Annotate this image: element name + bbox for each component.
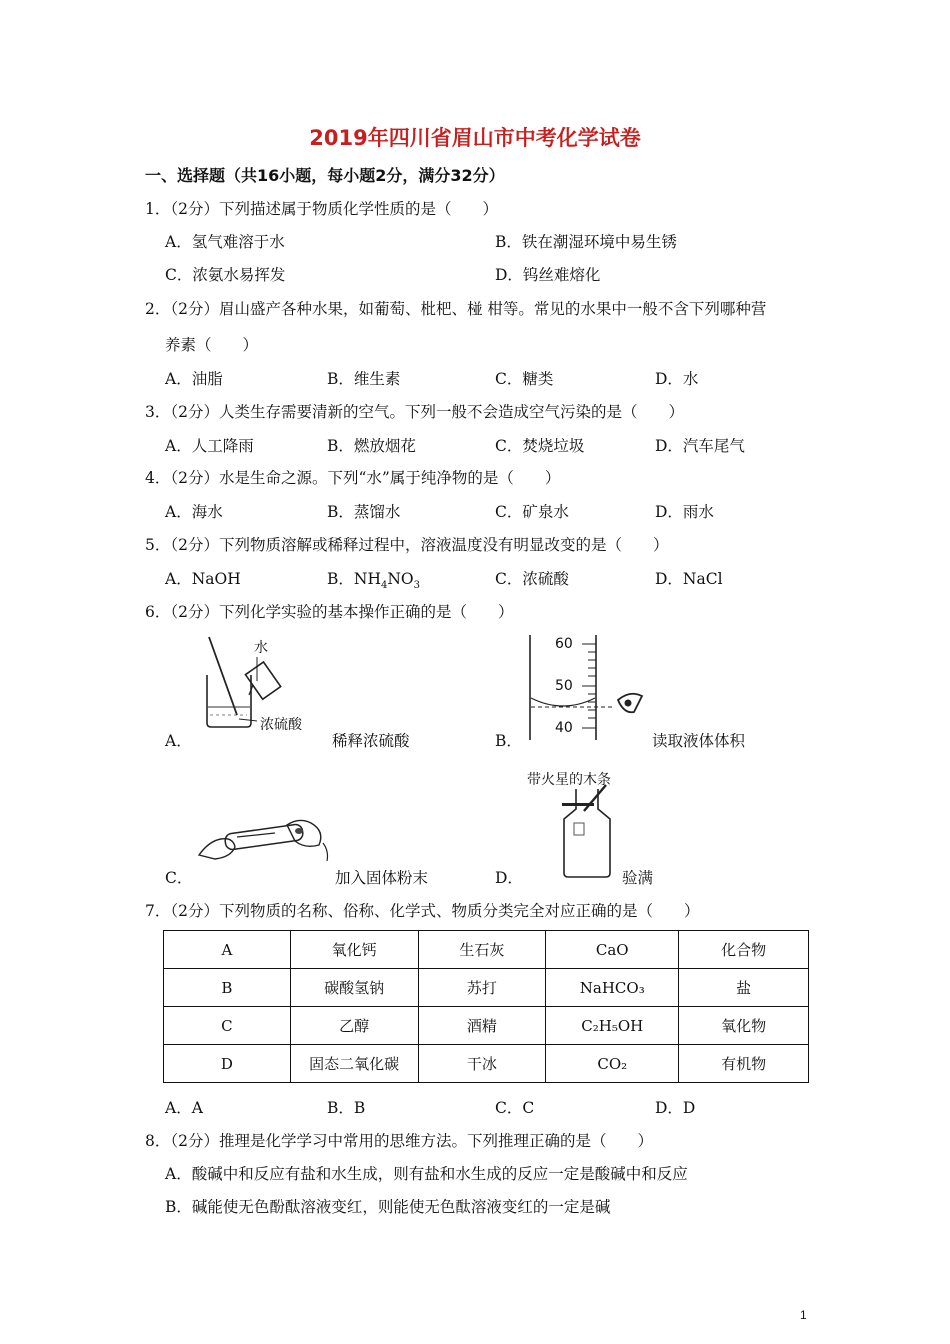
table-cell: 苏打 [418, 969, 546, 1007]
question-2-stem-cont: 养素（ ） [165, 336, 259, 354]
q1-option-a: A．氢气难溶于水 [165, 233, 285, 251]
q6-option-a-text: 稀释浓硫酸 [332, 732, 410, 750]
question-3-stem: 3．（2分）人类生存需要清新的空气。下列一般不会造成空气污染的是（ ） [145, 403, 684, 421]
q4-option-b: B．蒸馏水 [327, 503, 401, 521]
table-cell: 乙醇 [290, 1007, 418, 1045]
table-cell: C [164, 1007, 291, 1045]
table-cell: 生石灰 [418, 931, 546, 969]
question-5-stem: 5．（2分）下列物质溶解或稀释过程中，溶液温度没有明显改变的是（ ） [145, 536, 669, 554]
table-cell: 干冰 [418, 1045, 546, 1083]
table-cell: 酒精 [418, 1007, 546, 1045]
q2-option-c: C．糖类 [495, 370, 554, 388]
q8-option-a: A．酸碱中和反应有盐和水生成，则有盐和水生成的反应一定是酸碱中和反应 [165, 1165, 688, 1183]
water-label: 水 [254, 640, 268, 656]
q3-option-d: D．汽车尾气 [655, 437, 745, 455]
powder-figure [195, 815, 330, 865]
q5-option-c: C．浓硫酸 [495, 570, 569, 588]
q5-option-a: A．NaOH [165, 570, 241, 588]
q4-option-a: A．海水 [165, 503, 223, 521]
q7-table [163, 930, 809, 1083]
table-cell: CaO [546, 931, 679, 969]
q2-option-a: A．油脂 [165, 370, 223, 388]
table-cell: 氧化钙 [290, 931, 418, 969]
table-cell: 氧化物 [679, 1007, 809, 1045]
tick-40: 40 [555, 720, 573, 736]
table-row [164, 931, 809, 969]
table-row [164, 1007, 809, 1045]
q7-option-b: B．B [327, 1099, 366, 1117]
section-heading: 一、选择题（共16小题，每小题2分，满分32分） [145, 166, 505, 185]
table-cell: B [164, 969, 291, 1007]
paper-title: 2019年四川省眉山市中考化学试卷 [309, 126, 641, 150]
q4-option-d: D．雨水 [655, 503, 714, 521]
q3-option-b: B．燃放烟花 [327, 437, 416, 455]
tick-50: 50 [555, 678, 573, 694]
table-cell: CO₂ [546, 1045, 679, 1083]
q1-option-c: C．浓氨水易挥发 [165, 266, 286, 284]
q6-option-d-text: 验满 [622, 869, 654, 887]
table-cell: NaHCO₃ [546, 969, 679, 1007]
q2-option-d: D．水 [655, 370, 699, 388]
cylinder-reading-figure [520, 630, 650, 745]
question-8-stem: 8．（2分）推理是化学学习中常用的思维方法。下列推理正确的是（ ） [145, 1132, 653, 1150]
table-cell: A [164, 931, 291, 969]
q6-option-d-letter: D． [495, 869, 523, 887]
acid-label: 浓硫酸 [260, 717, 302, 733]
splint-label: 带火星的木条 [527, 772, 611, 788]
q7-option-c: C．C [495, 1099, 535, 1117]
q6-option-b-text: 读取液体体积 [652, 732, 746, 750]
table-row [164, 1045, 809, 1083]
q1-option-d: D．钨丝难熔化 [495, 266, 601, 284]
q2-option-b: B．维生素 [327, 370, 401, 388]
question-7-stem: 7．（2分）下列物质的名称、俗称、化学式、物质分类完全对应正确的是（ ） [145, 902, 700, 920]
page-number: 1 [800, 1308, 807, 1322]
table-row [164, 969, 809, 1007]
q5-option-d: D．NaCl [655, 570, 723, 588]
q6-option-c-text: 加入固体粉末 [335, 869, 429, 887]
question-1-stem: 1．（2分）下列描述属于物质化学性质的是（ ） [145, 200, 498, 218]
q6-option-c-letter: C． [165, 869, 193, 887]
table-cell: 有机物 [679, 1045, 809, 1083]
q1-option-b: B．铁在潮湿环境中易生锈 [495, 233, 677, 251]
q7-option-d: D．D [655, 1099, 696, 1117]
table-cell: C₂H₅OH [546, 1007, 679, 1045]
gas-jar-figure [558, 785, 618, 880]
q5-option-b: B．$NH_4NO_3$ [327, 570, 421, 592]
table-cell: 碳酸氢钠 [290, 969, 418, 1007]
q7-option-a: A．A [165, 1099, 203, 1117]
tick-60: 60 [555, 636, 573, 652]
q6-option-b-letter: B． [495, 732, 522, 750]
q4-option-c: C．矿泉水 [495, 503, 569, 521]
question-4-stem: 4．（2分）水是生命之源。下列“水”属于纯净物的是（ ） [145, 469, 561, 487]
table-cell: 固态二氧化碳 [290, 1045, 418, 1083]
q3-option-a: A．人工降雨 [165, 437, 254, 455]
question-6-stem: 6．（2分）下列化学实验的基本操作正确的是（ ） [145, 603, 514, 621]
q3-option-c: C．焚烧垃圾 [495, 437, 585, 455]
q8-option-b: B．碱能使无色酚酞溶液变红，则能使无色酞溶液变红的一定是碱 [165, 1198, 611, 1216]
table-cell: 化合物 [679, 931, 809, 969]
question-2-stem: 2．（2分）眉山盛产各种水果，如葡萄、枇杷、椪 柑等。常见的水果中一般不含下列哪种营 [145, 300, 767, 318]
table-cell: 盐 [679, 969, 809, 1007]
table-cell: D [164, 1045, 291, 1083]
q6-option-a-letter: A． [165, 732, 192, 750]
